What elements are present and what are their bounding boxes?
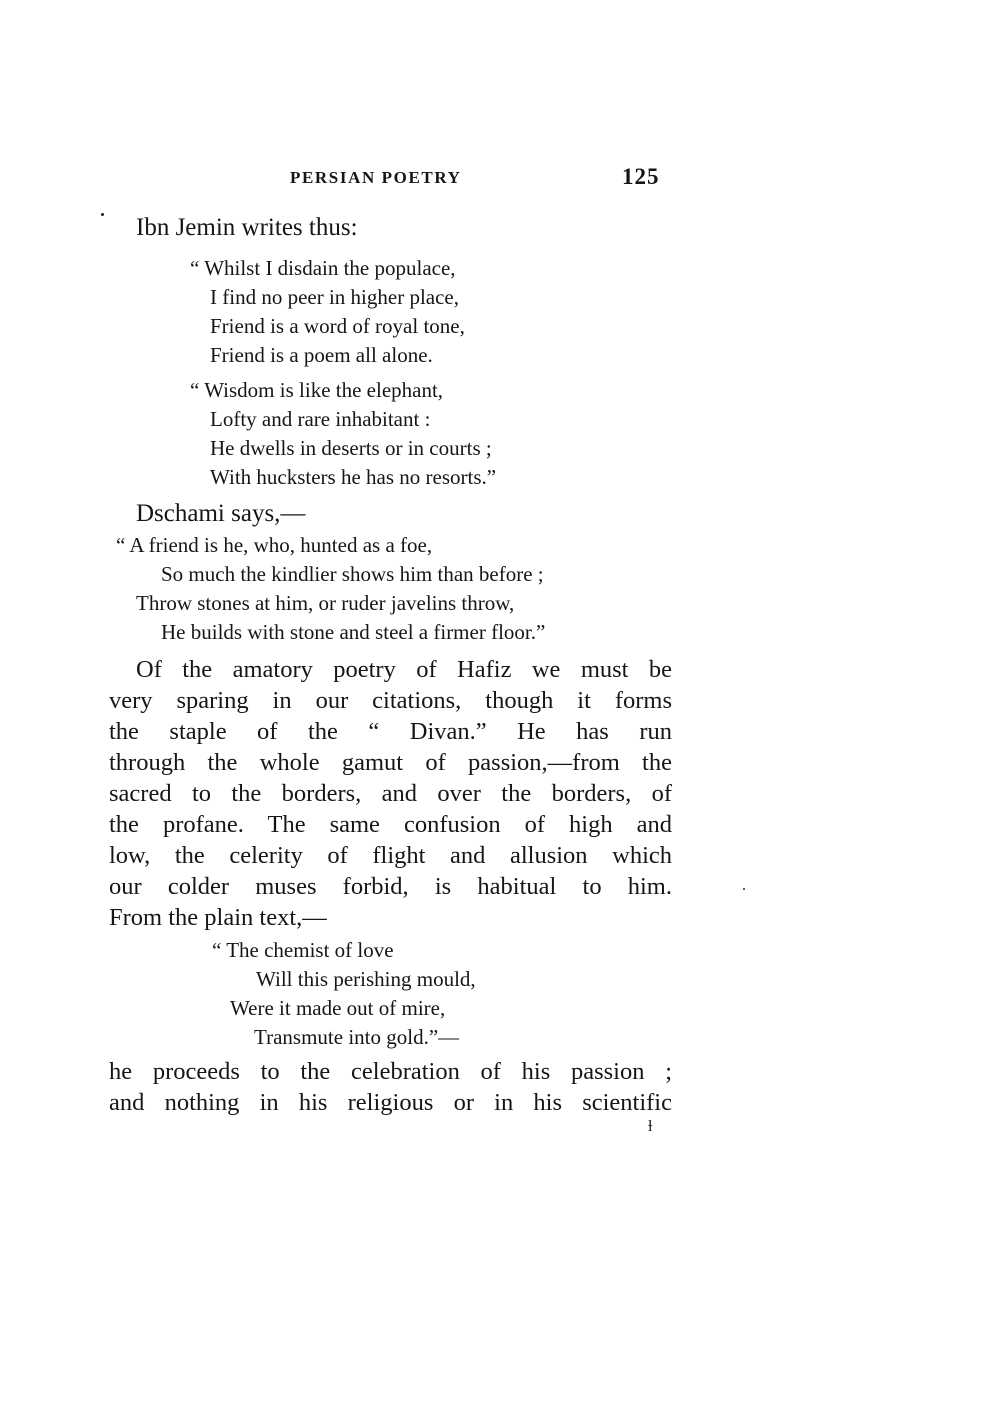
verse-line: “ Wisdom is like the elephant, [190,378,444,402]
verse-line: He dwells in deserts or in courts ; [210,436,492,460]
intro-ibn-jemin: Ibn Jemin writes thus: [136,214,358,241]
verse-line: Lofty and rare inhabitant : [210,407,431,431]
verse-line: With hucksters he has no resorts.” [210,465,497,489]
verse-line: Throw stones at him, or ruder javelins throw, [136,591,515,615]
verse-line: “ A friend is he, who, hunted as a foe, [116,533,433,557]
verse-line: Friend is a word of royal tone, [210,314,465,338]
margin-mark: ɫ [648,1118,653,1135]
ink-speck [743,888,745,890]
verse-line: So much the kindlier shows him than before ; [161,562,544,586]
paragraph-line: our colder muses forbid, is habitual to him. [109,873,672,900]
page-number: 125 [622,164,660,189]
intro-dschami: Dschami says,— [136,500,306,527]
verse-line: Transmute into gold.”— [254,1025,460,1049]
paragraph-line: the profane. The same confusion of high and [109,811,672,838]
paragraph-line: low, the celerity of flight and allusion which [109,842,672,869]
paragraph-line: and nothing in his religious or in his scientific [109,1089,672,1116]
paragraph-line: very sparing in our citations, though it forms [109,687,672,714]
running-title: PERSIAN POETRY [290,168,462,187]
verse-line: I find no peer in higher place, [210,285,459,309]
paragraph-line: he proceeds to the celebration of his passion ; [109,1058,672,1085]
verse-line: Were it made out of mire, [230,996,446,1020]
verse-line: Will this perishing mould, [256,967,476,991]
paragraph-line: the staple of the “ Divan.” He has run [109,718,672,745]
paragraph-line: Of the amatory poetry of Hafiz we must be [136,656,672,683]
verse-line: “ Whilst I disdain the populace, [190,256,456,280]
verse-line: “ The chemist of love [212,938,394,962]
ink-speck [101,213,104,216]
paragraph-line: sacred to the borders, and over the borders, of [109,780,672,807]
paragraph-line: From the plain text,— [109,904,327,931]
verse-line: He builds with stone and steel a firmer floor.” [161,620,546,644]
paragraph-line: through the whole gamut of passion,—from the [109,749,672,776]
verse-line: Friend is a poem all alone. [210,343,433,367]
